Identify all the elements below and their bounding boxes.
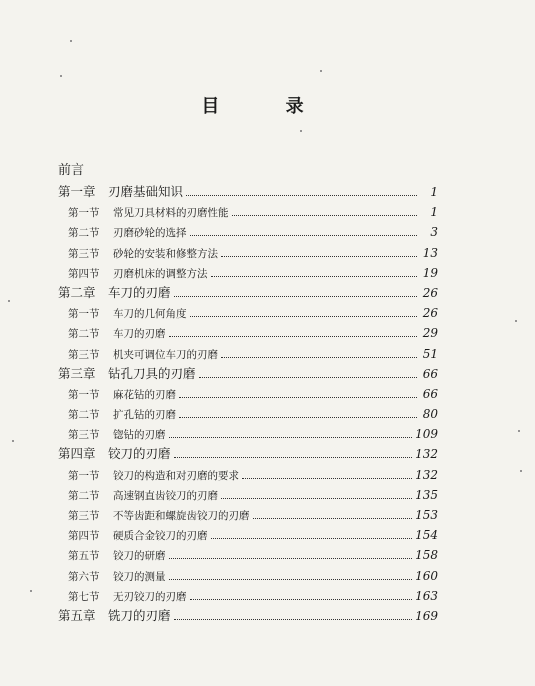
toc-entries — [58, 182, 438, 626]
toc-entry-number: 第三章 — [58, 365, 96, 381]
toc-entry-page: 109 — [415, 427, 438, 442]
toc-entry-title: 常见刀具材料的刃磨性能 — [113, 207, 229, 220]
toc-chapter-entry — [58, 606, 438, 626]
toc-dot-leader — [199, 371, 417, 378]
toc-dot-leader — [179, 411, 417, 418]
toc-entry-title: 铣刀的刃磨 — [108, 607, 171, 623]
toc-chapter-entry — [58, 364, 438, 384]
toc-entry-title: 高速钢直齿铰刀的刃磨 — [113, 489, 218, 502]
toc-dot-leader — [211, 270, 418, 277]
toc-section-entry — [58, 202, 438, 222]
toc-dot-leader — [190, 593, 413, 600]
toc-entry-number: 第一章 — [58, 184, 96, 199]
toc-dot-leader — [174, 290, 417, 297]
toc-entry-number: 第一节 — [68, 308, 100, 321]
table-of-contents — [58, 160, 438, 626]
toc-dot-leader — [169, 552, 413, 559]
toc-dot-leader — [221, 492, 412, 499]
toc-dot-leader — [169, 431, 413, 438]
toc-section-entry — [58, 586, 438, 606]
toc-section-entry — [58, 465, 438, 485]
scan-speck — [60, 75, 62, 77]
toc-section-entry — [58, 424, 438, 444]
toc-entry-title: 锪钻的刃磨 — [113, 429, 166, 442]
toc-entry-title: 车刀的刃磨 — [108, 284, 171, 300]
toc-section-entry — [58, 384, 438, 404]
toc-entry-number: 第三节 — [68, 429, 100, 442]
toc-entry-page: 80 — [422, 407, 438, 422]
toc-entry-number: 第一节 — [68, 207, 100, 220]
toc-entry-title: 无刃铰刀的刃磨 — [113, 590, 187, 603]
toc-section-entry — [58, 263, 438, 283]
toc-entry-page: 29 — [422, 326, 438, 341]
toc-entry-title: 刃磨砂轮的选择 — [113, 227, 187, 240]
toc-entry-number: 第四章 — [58, 446, 96, 462]
toc-section-entry — [58, 303, 438, 323]
toc-dot-leader — [221, 250, 417, 257]
toc-dot-leader — [179, 391, 417, 398]
toc-entry-title: 硬质合金铰刀的刃磨 — [113, 530, 208, 543]
toc-entry-number: 第五节 — [68, 550, 100, 563]
toc-entry-page: 66 — [422, 386, 438, 401]
toc-dot-leader — [232, 209, 418, 216]
scan-speck — [30, 590, 32, 592]
toc-entry-number: 第一节 — [68, 469, 100, 482]
toc-entry-number: 第七节 — [68, 590, 100, 603]
toc-chapter-entry — [58, 182, 438, 202]
toc-chapter-entry — [58, 283, 438, 303]
toc-entry-title: 铰刀的刃磨 — [108, 446, 171, 462]
toc-entry-title: 车刀的刃磨 — [113, 328, 166, 341]
toc-preface: 前言 — [58, 163, 85, 178]
toc-entry-number: 第二节 — [68, 328, 100, 341]
toc-entry-page: 132 — [415, 447, 438, 462]
scan-speck — [300, 130, 302, 132]
toc-dot-leader — [186, 189, 417, 196]
toc-entry-title: 刃磨机床的调整方法 — [113, 267, 208, 280]
toc-entry-number: 第三节 — [68, 247, 100, 260]
toc-dot-leader — [169, 573, 413, 580]
toc-entry-page: 19 — [422, 265, 438, 280]
toc-entry-title: 扩孔钻的刃磨 — [113, 409, 176, 422]
toc-entry-page: 26 — [422, 306, 438, 321]
toc-entry-title: 车刀的几何角度 — [113, 308, 187, 321]
toc-dot-leader — [253, 512, 413, 519]
toc-entry-number: 第五章 — [58, 607, 96, 623]
toc-entry-title: 铰刀的研磨 — [113, 550, 166, 563]
toc-section-entry — [58, 485, 438, 505]
toc-entry-title: 麻花钻的刃磨 — [113, 388, 176, 401]
scan-speck — [520, 470, 522, 472]
toc-entry-title: 机夹可调位车刀的刃磨 — [113, 348, 218, 361]
toc-entry-title: 钻孔刀具的刃磨 — [108, 365, 196, 381]
toc-section-entry — [58, 505, 438, 525]
toc-entry-number: 第二章 — [58, 284, 96, 300]
toc-dot-leader — [221, 351, 417, 358]
page-title: 目 录 — [201, 96, 334, 117]
scan-speck — [70, 40, 72, 42]
toc-dot-leader — [169, 330, 418, 337]
toc-entry-page: 135 — [415, 487, 438, 502]
toc-entry-number: 第二节 — [68, 489, 100, 502]
toc-entry-title: 砂轮的安装和修整方法 — [113, 247, 218, 260]
toc-entry-number: 第四节 — [68, 267, 100, 280]
toc-entry-title: 刃磨基础知识 — [108, 184, 184, 199]
scan-speck — [12, 440, 14, 442]
toc-entry-number: 第一节 — [68, 388, 100, 401]
toc-entry-page: 1 — [430, 205, 438, 220]
toc-chapter-entry — [58, 444, 438, 464]
toc-dot-leader — [190, 229, 418, 236]
scan-speck — [518, 430, 520, 432]
toc-entry-number: 第三节 — [68, 348, 100, 361]
toc-entry-page: 163 — [415, 588, 438, 603]
toc-entry-page: 160 — [415, 568, 438, 583]
toc-entry-number: 第二节 — [68, 227, 100, 240]
toc-entry-page: 26 — [422, 285, 438, 300]
toc-entry-number: 第三节 — [68, 510, 100, 522]
toc-entry-title: 铰刀的测量 — [113, 570, 166, 583]
toc-dot-leader — [190, 310, 418, 317]
toc-entry-page: 66 — [422, 366, 438, 381]
toc-entry-page: 158 — [415, 548, 438, 563]
toc-section-entry — [58, 243, 438, 263]
toc-entry-page: 153 — [415, 508, 438, 522]
toc-section-entry — [58, 566, 438, 586]
toc-entry-title: 不等齿距和螺旋齿铰刀的刃磨 — [113, 510, 250, 522]
toc-entry-page: 3 — [430, 225, 438, 240]
toc-dot-leader — [174, 451, 413, 458]
toc-entry-page: 132 — [415, 467, 438, 482]
toc-entry-number: 第二节 — [68, 409, 100, 422]
toc-dot-leader — [211, 532, 413, 539]
toc-section-entry — [58, 545, 438, 565]
scan-speck — [8, 300, 10, 302]
toc-entry-title: 铰刀的构造和对刃磨的要求 — [113, 469, 239, 482]
toc-entry-page: 13 — [422, 245, 438, 260]
toc-dot-leader — [242, 472, 412, 479]
toc-dot-leader — [174, 613, 413, 620]
toc-entry-page: 154 — [415, 528, 438, 543]
scan-speck — [515, 320, 517, 322]
toc-section-entry — [58, 525, 438, 545]
scan-speck — [320, 70, 322, 72]
toc-entry-page: 169 — [415, 608, 438, 623]
toc-entry-page: 1 — [430, 185, 438, 199]
toc-entry-number: 第六节 — [68, 570, 100, 583]
toc-section-entry — [58, 323, 438, 343]
toc-section-entry — [58, 222, 438, 242]
toc-entry-page: 51 — [422, 346, 438, 361]
toc-section-entry — [58, 404, 438, 424]
toc-entry-number: 第四节 — [68, 530, 100, 543]
toc-section-entry — [58, 344, 438, 364]
